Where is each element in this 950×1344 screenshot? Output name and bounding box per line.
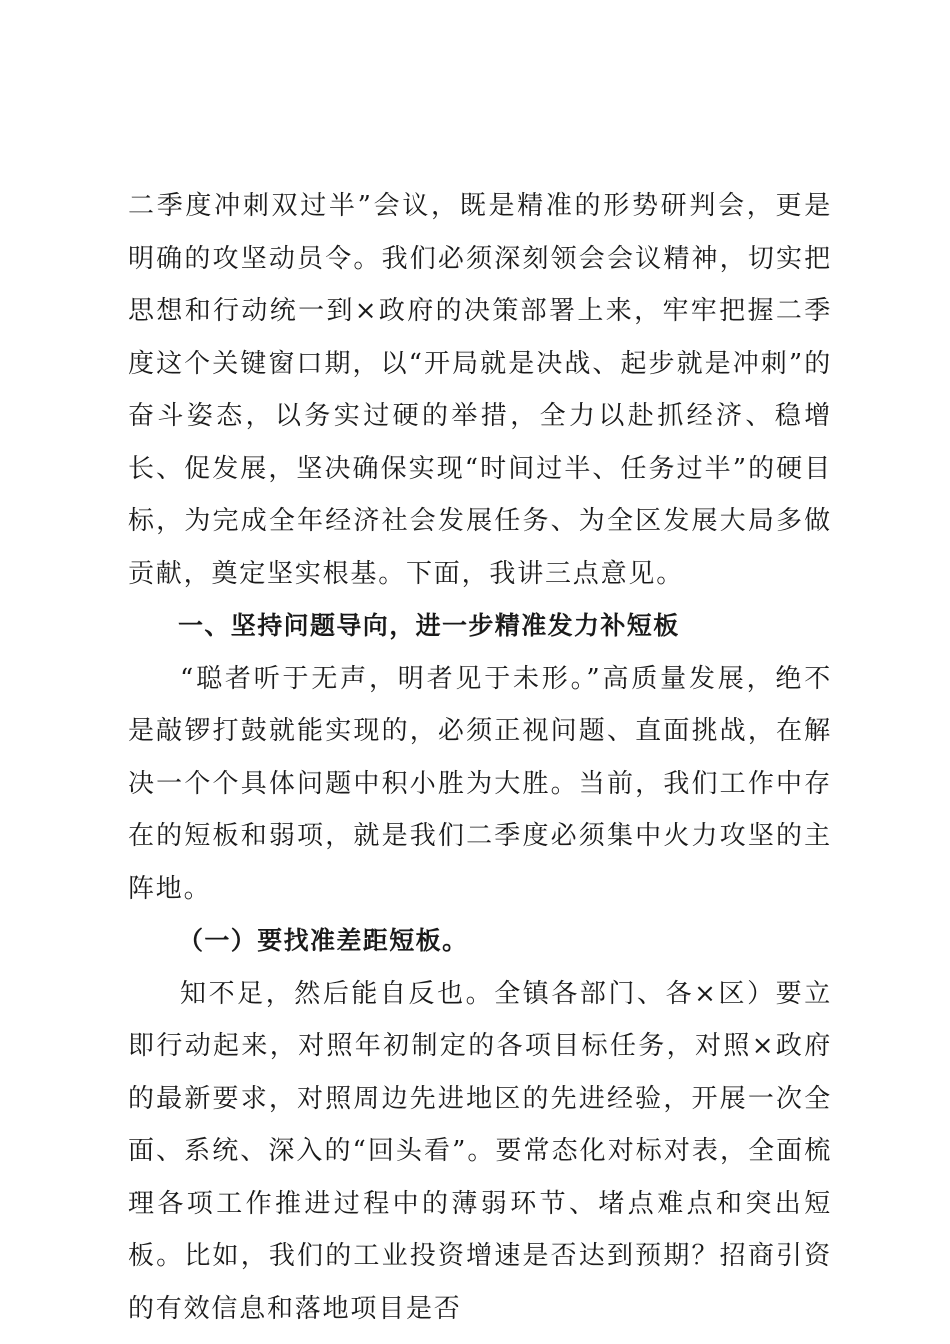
subsection-heading: （一）要找准差距短板。 — [178, 926, 469, 955]
body-paragraph: “聪者听于无声，明者见于未形。”高质量发展，绝不是敲锣打鼓就能实现的，必须正视问题、直面挑战，在解决一个个具体问题中积小胜为大胜。当前，我们工作中存在的短板和弱项，就是我们二季度必须集中火力攻坚的主阵地。 — [128, 663, 832, 904]
document-body — [128, 180, 832, 1335]
body-paragraph: 二季度冲刺双过半”会议，既是精准的形势研判会，更是明确的攻坚动员令。我们必须深刻领会会议精神，切实把思想和行动统一到×政府的决策部署上来，牢牢把握二季度这个关键窗口期，以“开局就是决战、起步就是冲刺”的奋斗姿态，以务实过硬的举措，全力以赴抓经济、稳增长、促发展，坚决确保实现“时间过半、任务过半”的硬目标，为完成全年经济社会发展任务、为全区发展大局多做贡献，奠定坚实根基。下面，我讲三点意见。 — [128, 191, 832, 589]
section-heading: 一、坚持问题导向，进一步精准发力补短板 — [178, 611, 680, 640]
body-paragraph: 知不足，然后能自反也。全镇各部门、各×区）要立即行动起来，对照年初制定的各项目标任务，对照×政府的最新要求，对照周边先进地区的先进经验，开展一次全面、系统、深入的“回头看”。要常态化对标对表，全面梳理各项工作推进过程中的薄弱环节、堵点难点和突出短板。比如，我们的工业投资增速是否达到预期？招商引资的有效信息和落地项目是否 — [128, 978, 832, 1324]
